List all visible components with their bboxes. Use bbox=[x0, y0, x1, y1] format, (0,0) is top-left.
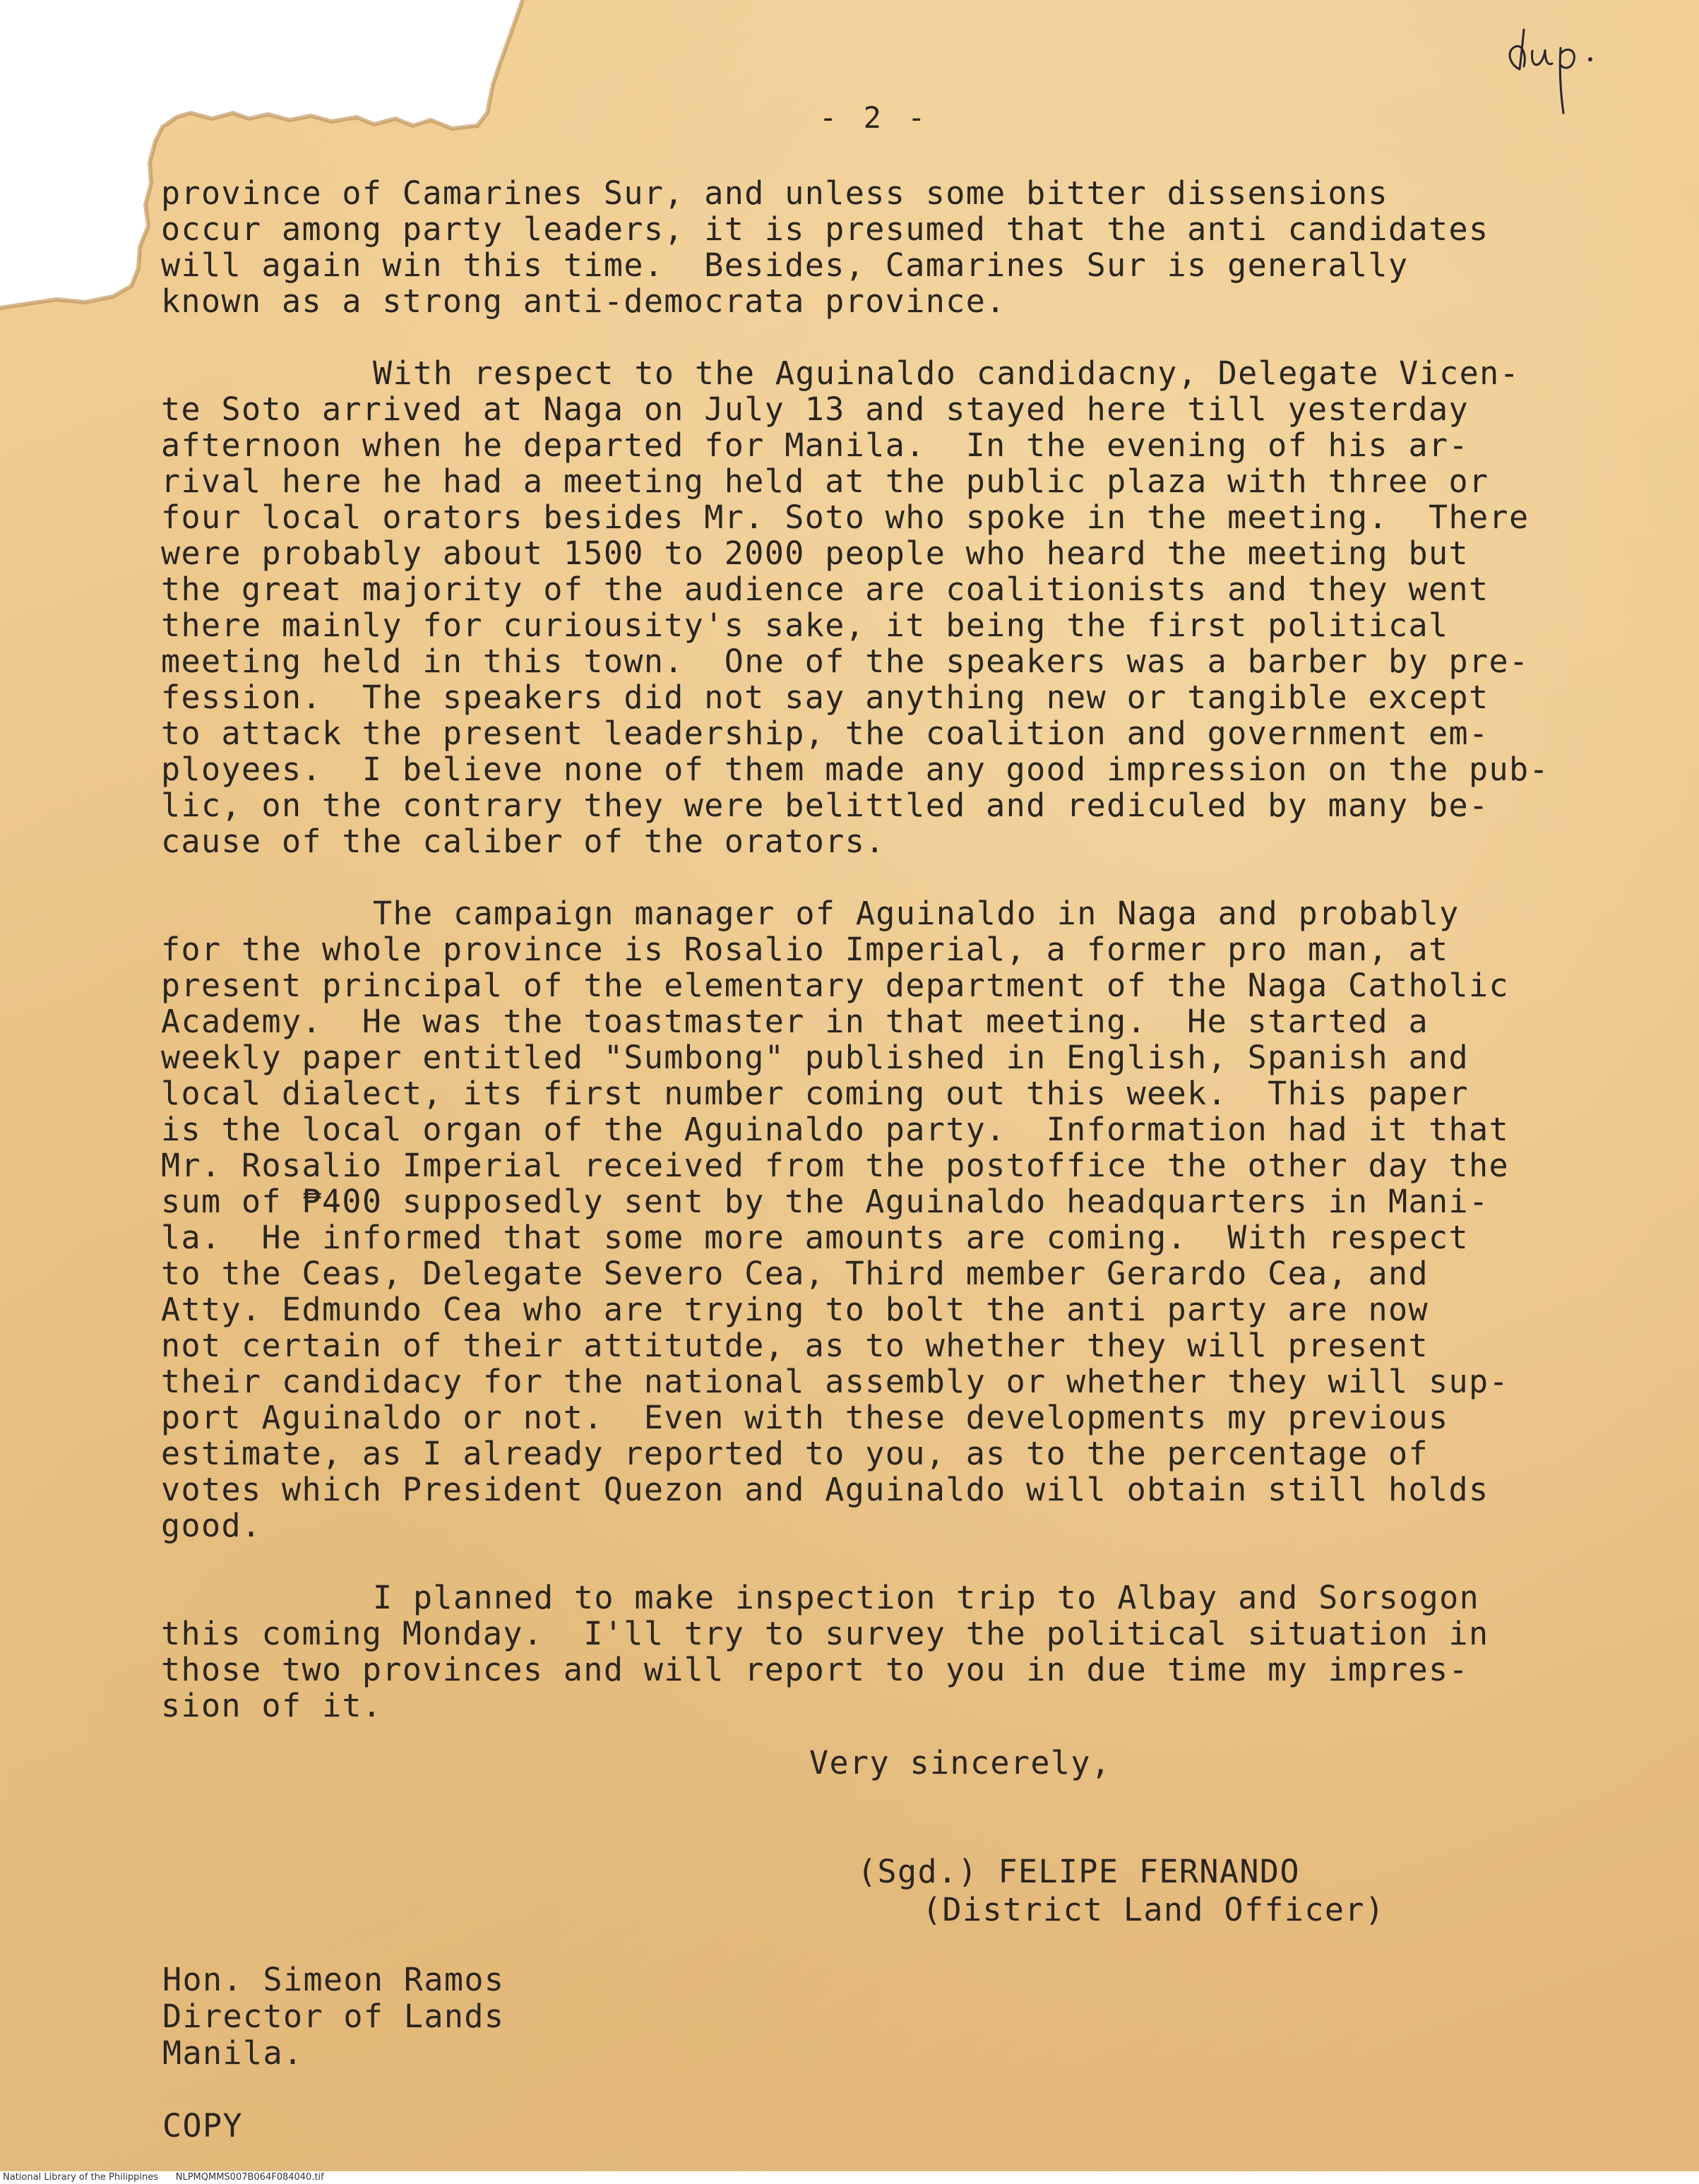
recipient-city: Manila. bbox=[162, 2034, 304, 2072]
text-line: those two provinces and will report to you in due time my impres- bbox=[161, 1651, 1469, 1688]
recipient-title: Director of Lands bbox=[162, 1998, 505, 2035]
text-line: for the whole province is Rosalio Imperial, a former pro man, at bbox=[161, 931, 1449, 968]
text-line: present principal of the elementary department of the Naga Catholic bbox=[161, 967, 1509, 1004]
archive-file-name: NLPMQMMS007B064F084040.tif bbox=[175, 2172, 324, 2183]
signature-title: (District Land Officer) bbox=[922, 1891, 1385, 1928]
text-line: lic, on the contrary they were belittled and rediculed by many be- bbox=[161, 787, 1489, 824]
text-line: votes which President Quezon and Aguinaldo will obtain still holds bbox=[161, 1471, 1489, 1508]
text-line: not certain of their attitutde, as to whether they will present bbox=[161, 1327, 1429, 1364]
text-line: la. He informed that some more amounts are coming. With respect bbox=[161, 1219, 1469, 1256]
text-line: ployees. I believe none of them made any good impression on the pub- bbox=[161, 751, 1549, 788]
text-line: local dialect, its first number coming out this week. This paper bbox=[161, 1075, 1469, 1112]
text-line: sum of ₱400 supposedly sent by the Aguinaldo headquarters in Mani- bbox=[161, 1183, 1489, 1220]
text-line: port Aguinaldo or not. Even with these developments my previous bbox=[161, 1399, 1449, 1436]
page-number: - 2 - bbox=[819, 100, 930, 135]
paragraph-2 bbox=[161, 355, 1651, 859]
handwritten-note-dup bbox=[1503, 23, 1609, 121]
text-line: afternoon when he departed for Manila. In the evening of his ar- bbox=[161, 426, 1469, 464]
recipient-block bbox=[162, 1962, 504, 2072]
text-line: estimate, as I already reported to you, as to the percentage of bbox=[161, 1435, 1429, 1472]
text-line: to attack the present leadership, the coalition and government em- bbox=[161, 715, 1489, 752]
archive-footer bbox=[0, 2171, 1699, 2184]
text-line: fession. The speakers did not say anything new or tangible except bbox=[161, 679, 1489, 716]
text-line: meeting held in this town. One of the speakers was a barber by pre- bbox=[161, 643, 1530, 680]
text-line: cause of the caliber of the orators. bbox=[161, 823, 886, 860]
text-line: With respect to the Aguinaldo candidacny, Delegate Vicen- bbox=[373, 354, 1520, 392]
text-line: occur among party leaders, it is presumed that the anti candidates bbox=[161, 210, 1489, 248]
text-line: Atty. Edmundo Cea who are trying to bolt the anti party are now bbox=[161, 1291, 1429, 1328]
text-line: to the Ceas, Delegate Severo Cea, Third member Gerardo Cea, and bbox=[161, 1255, 1429, 1292]
copy-mark: COPY bbox=[162, 2107, 243, 2144]
text-line: is the local organ of the Aguinaldo party. Information had it that bbox=[161, 1111, 1509, 1148]
text-line: The campaign manager of Aguinaldo in Naga and probably bbox=[373, 895, 1460, 932]
text-line: will again win this time. Besides, Camarines Sur is generally bbox=[161, 246, 1409, 284]
text-line: four local orators besides Mr. Soto who spoke in the meeting. There bbox=[161, 499, 1530, 536]
paragraph-3 bbox=[161, 895, 1651, 1544]
text-line: sion of it. bbox=[161, 1687, 383, 1724]
text-line: weekly paper entitled "Sumbong" published in English, Spanish and bbox=[161, 1039, 1469, 1076]
paragraph-4 bbox=[161, 1580, 1651, 1724]
text-line: their candidacy for the national assembly or whether they will sup- bbox=[161, 1363, 1509, 1400]
text-line: rival here he had a meeting held at the public plaza with three or bbox=[161, 463, 1489, 500]
text-line: I planned to make inspection trip to Albay and Sorsogon bbox=[373, 1579, 1480, 1616]
paragraph-1 bbox=[161, 175, 1651, 319]
archive-label: National Library of the Philippines bbox=[3, 2172, 159, 2183]
letter-body bbox=[161, 175, 1651, 1760]
text-line: province of Camarines Sur, and unless some bitter dissensions bbox=[161, 174, 1389, 212]
text-line: Academy. He was the toastmaster in that meeting. He started a bbox=[161, 1003, 1429, 1040]
recipient-name: Hon. Simeon Ramos bbox=[162, 1961, 505, 1998]
text-line: known as a strong anti-democrata province. bbox=[161, 282, 1006, 320]
text-line: good. bbox=[161, 1507, 262, 1544]
text-line: this coming Monday. I'll try to survey the political situation in bbox=[161, 1615, 1489, 1652]
text-line: Mr. Rosalio Imperial received from the postoffice the other day the bbox=[161, 1147, 1509, 1184]
text-line: te Soto arrived at Naga on July 13 and stayed here till yesterday bbox=[161, 390, 1469, 428]
signature-name: (Sgd.) FELIPE FERNANDO bbox=[857, 1853, 1300, 1890]
text-line: there mainly for curiousity's sake, it being the first political bbox=[161, 607, 1449, 644]
text-line: the great majority of the audience are coalitionists and they went bbox=[161, 571, 1489, 608]
text-line: were probably about 1500 to 2000 people who heard the meeting but bbox=[161, 535, 1469, 572]
signature-block bbox=[857, 1853, 1385, 1929]
closing-salutation: Very sincerely, bbox=[809, 1744, 1111, 1782]
